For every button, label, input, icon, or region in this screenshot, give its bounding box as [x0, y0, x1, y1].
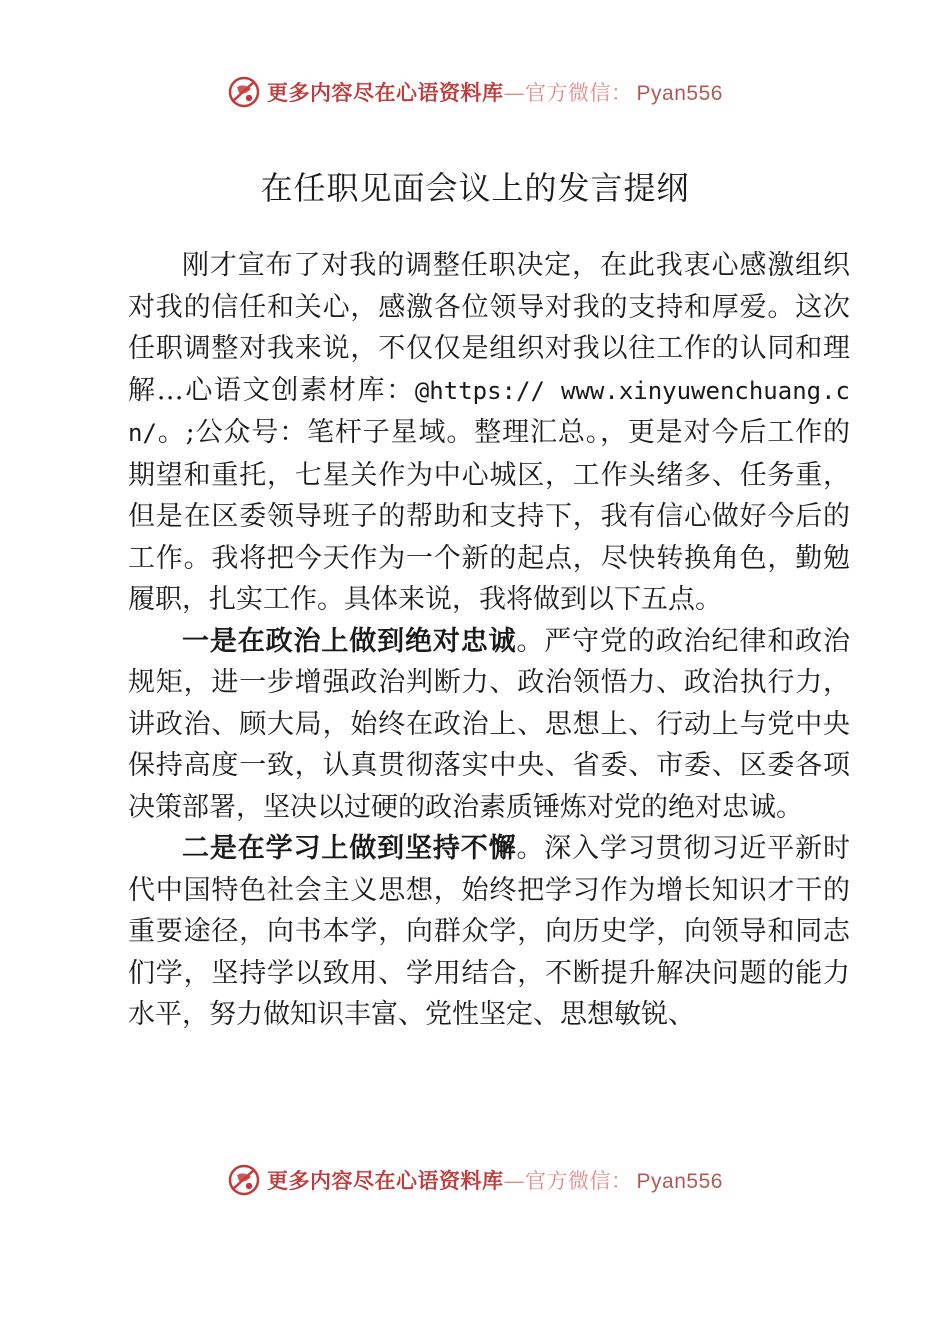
footer-banner-main: 更多内容尽在心语资料库	[267, 1168, 504, 1193]
page-title: 在任职见面会议上的发言提纲	[260, 169, 690, 207]
point-paragraph-2	[128, 828, 850, 1036]
point-2-text: 。深入学习贯彻习近平新时代中国特色社会主义思想，始终把学习作为增长知识才干的重要途径，向书本学，向群众学，向历史学，向领导和同志们学，坚持学以致用、学用结合，不断提升解决问题的能力水平，努力做知识丰富、党性坚定、思想敏锐、	[128, 833, 851, 1030]
footer-banner-wechat-label: —官方微信：	[503, 1169, 633, 1193]
footer-banner	[0, 1160, 950, 1200]
point-1-heading: 一是在政治上做到绝对忠诚	[182, 625, 517, 657]
header-banner	[0, 72, 950, 112]
header-banner-wechat-id: Pyan556	[636, 82, 723, 105]
intro-text-part1: 刚才宣布了对我的调整任职决定，在此我衷心感激组织对我的信任和关心，感激各位领导对我的支持和厚爱。这次任职调整对我来说，不仅仅是组织对我以往工作的认同和理解…心语文创素材库：	[128, 250, 850, 406]
header-banner-main: 更多内容尽在心语资料库	[267, 80, 504, 105]
point-paragraph-1	[128, 621, 850, 829]
document-body	[128, 245, 850, 1036]
footer-banner-text	[267, 1165, 723, 1195]
point-1-text: 。严守党的政治纪律和政治规矩，进一步增强政治判断力、政治领悟力、政治执行力，讲政治、顾大局，始终在政治上、思想上、行动上与党中央保持高度一致，认真贯彻落实中央、省委、市委、区委各项决策部署，坚决以过硬的政治素质锤炼对党的绝对忠诚。	[128, 625, 851, 823]
intro-text-part2: 。;公众号：笔杆子星域。整理汇总。，更是对今后工作的期望和重托，七星关作为中心城区，工作头绪多、任务重，但是在区委领导班子的帮助和支持下，我有信心做好今后的工作。我将把今天作为一个新的起点，尽快转换角色，勤勉履职，扎实工作。具体来说，我将做到以下五点。	[128, 417, 850, 615]
intro-paragraph	[128, 245, 850, 621]
brand-logo-icon	[227, 75, 261, 109]
header-banner-text	[267, 77, 723, 107]
header-banner-wechat-label: —官方微信：	[503, 81, 633, 105]
point-2-heading: 二是在学习上做到坚持不懈	[182, 833, 517, 864]
footer-banner-wechat-id: Pyan556	[636, 1170, 723, 1193]
source-link-text: @https:// www.xinyuwenchuang.cn/	[128, 376, 851, 447]
brand-logo-icon	[227, 1163, 261, 1197]
